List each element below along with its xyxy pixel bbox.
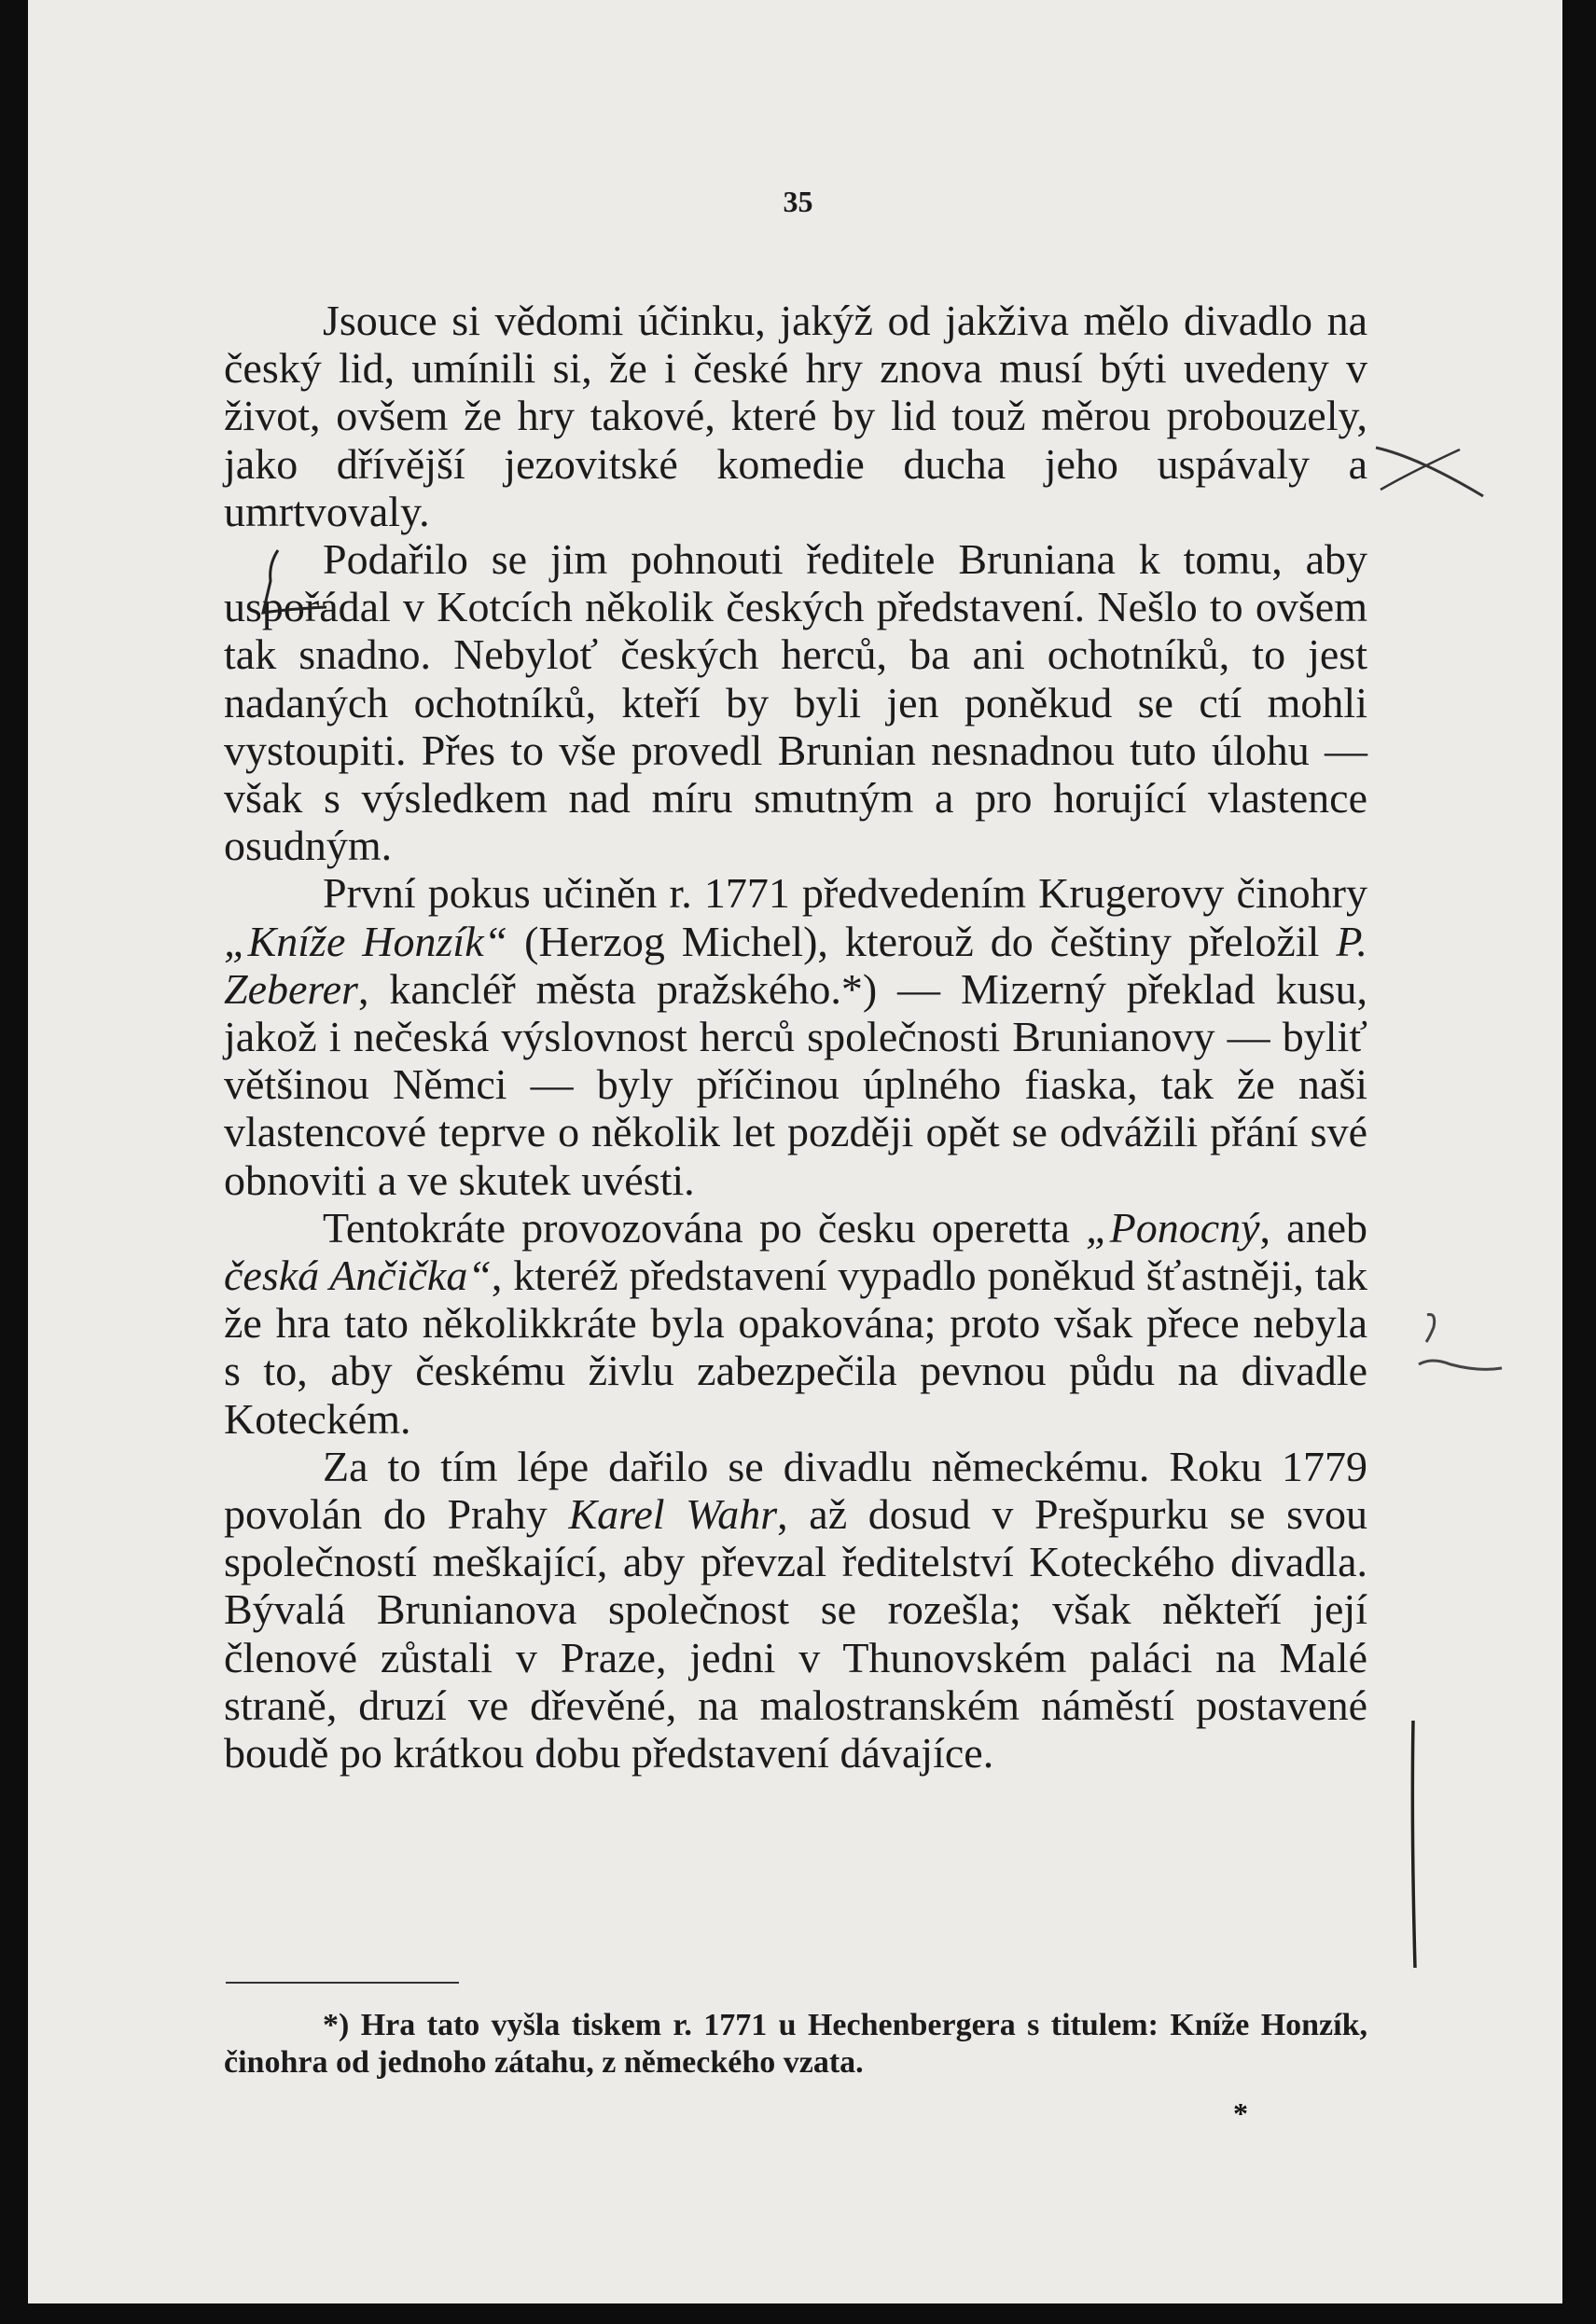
- paragraph-3-text-a: První pokus učiněn r. 1771 předvedením Krugerovy činohry: [323, 869, 1367, 918]
- paragraph-5-text-a: Za to tím lépe dařilo se divadlu německému. Roku 1779 povolán do Prahy: [224, 1442, 1367, 1539]
- margin-asterisk: *: [1233, 2096, 1248, 2130]
- director-name: Karel Wahr: [568, 1490, 778, 1539]
- pencil-margin-line: [1404, 1716, 1423, 1977]
- pencil-cross-mark: [1371, 438, 1492, 504]
- paragraph-3-text-b: (Herzog Michel), kterouž do češtiny přeložil: [507, 917, 1337, 965]
- pencil-bracket-mark: [252, 546, 336, 620]
- play-title-knize-honzik: „Kníže Honzík“: [224, 917, 508, 965]
- paragraph-4: [224, 1204, 1367, 1443]
- paragraph-1-text: Jsouce si vědomi účinku, jakýž od jakživa mělo divadlo na český lid, umínili si, že i české hry znova musí býti uvedeny v život, ovšem že hry takové, které by lid touž měrou probouzely, jako dřívější jezovitské komedie ducha jeho uspávaly a umrtvovaly.: [224, 297, 1367, 535]
- paragraph-4-text-c: , kteréž představení vypadlo poněkud šťastněji, tak že hra tato několikkráte byla opakována; proto však přece nebyla s to, aby českému živlu zabezpečila pevnou půdu na divadle Koteckém.: [224, 1252, 1367, 1443]
- page-number: 35: [783, 185, 813, 218]
- operetta-title-ponocny: „Ponocný: [1086, 1203, 1260, 1252]
- paragraph-3: [224, 869, 1367, 1203]
- paragraph-2-text: Podařilo se jim pohnouti ředitele Bruniana k tomu, aby uspořádal v Kotcích několik českých představení. Nešlo to ovšem tak snadno. Nebyloť českých herců, ba ani ochotníků, to jest nadaných ochotníků, kteří by byli jen poněkud se ctí mohli vystoupiti. Přes to vše provedl Brunian nesnadnou tuto úlohu — však s výsledkem nad míru smutným a pro horující vlastence osudným.: [224, 535, 1367, 870]
- paragraph-3-text-c: , kancléř města pražského.*) — Mizerný překlad kusu, jakož i nečeská výslovnost herců společnosti Brunianovy — byliť většinou Němci — byly příčinou úplného fiaska, tak že naši vlastencové teprve o několik let později opět se odvážili přání své obnoviti a ve skutek uvésti.: [224, 964, 1367, 1204]
- paragraph-2: [224, 535, 1367, 869]
- paragraph-1: [224, 297, 1367, 535]
- operetta-subtitle: česká Ančička“: [224, 1252, 492, 1300]
- translator-name: P. Zeberer: [224, 917, 1368, 1013]
- pencil-paragraph-mark: [1413, 1310, 1506, 1385]
- footnote: *) Hra tato vyšla tiskem r. 1771 u Hechenbergera s titulem: Kníže Honzík, činohra od jednoho zátahu, z německého vzata.: [224, 2008, 1367, 2080]
- paragraph-4-text-a: Tentokráte provozována po česku operetta: [323, 1203, 1087, 1252]
- body-text: [224, 297, 1367, 1777]
- footnote-divider: [226, 1982, 459, 1984]
- paragraph-5: [224, 1443, 1367, 1777]
- paragraph-4-text-b: , aneb: [1259, 1203, 1367, 1252]
- paragraph-5-text-b: , až dosud v Prešpurku se svou společností meškající, aby převzal ředitelství Koteckého divadla. Bývalá Brunianova společnost se rozešla; však někteří její členové zůstali v Praze, jedni v Thunovském paláci na Malé straně, druzí ve dřevěné, na malostranském náměstí postavené boudě po krátkou dobu představení dávajíce.: [224, 1490, 1367, 1778]
